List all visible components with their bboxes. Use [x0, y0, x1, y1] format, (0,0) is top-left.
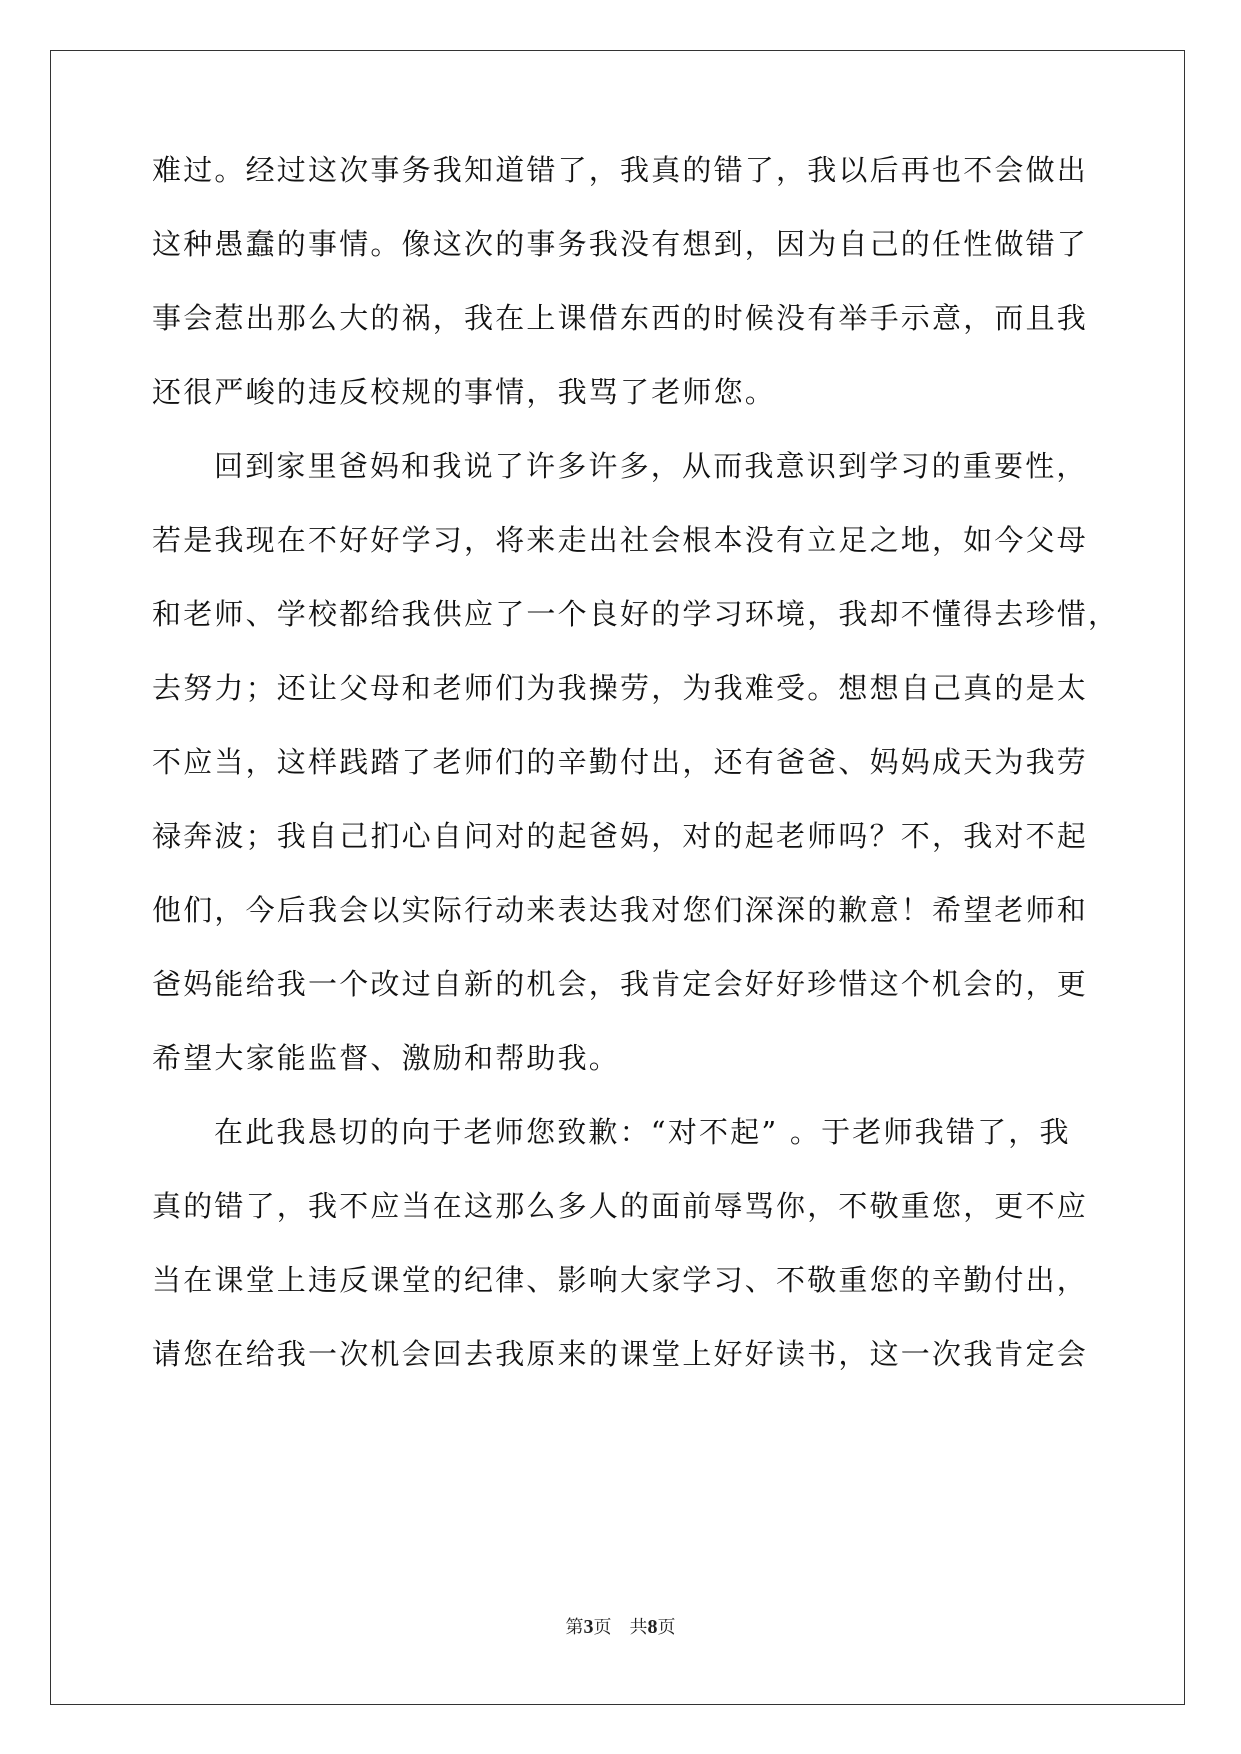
paragraph-start-line: 在此我恳切的向于老师您致歉：“对不起” 。于老师我错了，我 — [214, 1115, 1071, 1149]
text-line: 难过。经过这次事务我知道错了，我真的错了，我以后再也不会做出 — [152, 153, 1089, 187]
page-footer — [0, 1613, 1241, 1639]
total-pages: 8 — [647, 1616, 658, 1638]
text-line: 去努力；还让父母和老师们为我操劳，为我难受。想想自己真的是太 — [152, 671, 1089, 705]
text-line: 这种愚蠢的事情。像这次的事务我没有想到，因为自己的任性做错了 — [152, 227, 1089, 261]
total-suffix: 页 — [657, 1617, 676, 1638]
text-line: 若是我现在不好好学习，将来走出社会根本没有立足之地，如今父母 — [152, 523, 1089, 557]
text-line: 事会惹出那么大的祸，我在上课借东西的时候没有举手示意，而且我 — [152, 301, 1089, 335]
text-line: 不应当，这样践踏了老师们的辛勤付出，还有爸爸、妈妈成天为我劳 — [152, 745, 1089, 779]
text-line: 他们，今后我会以实际行动来表达我对您们深深的歉意！希望老师和 — [152, 893, 1089, 927]
page-prefix: 第 — [565, 1617, 584, 1638]
text-line: 还很严峻的违反校规的事情，我骂了老师您。 — [152, 375, 777, 409]
paragraph-start-line: 回到家里爸妈和我说了许多许多，从而我意识到学习的重要性， — [214, 449, 1088, 483]
text-line: 希望大家能监督、激励和帮助我。 — [152, 1041, 621, 1075]
page-suffix: 页 — [593, 1617, 612, 1638]
text-line: 爸妈能给我一个改过自新的机会，我肯定会好好珍惜这个机会的，更 — [152, 967, 1089, 1001]
text-line: 和老师、学校都给我供应了一个良好的学习环境，我却不懂得去珍惜， — [152, 597, 1120, 631]
text-line: 禄奔波；我自己扪心自问对的起爸妈，对的起老师吗？不，我对不起 — [152, 819, 1089, 853]
total-prefix: 共 — [629, 1617, 648, 1638]
page-number: 3 — [583, 1616, 594, 1638]
text-line: 当在课堂上违反课堂的纪律、影响大家学习、不敬重您的辛勤付出， — [152, 1263, 1089, 1297]
text-line: 请您在给我一次机会回去我原来的课堂上好好读书，这一次我肯定会 — [152, 1337, 1089, 1371]
text-line: 真的错了，我不应当在这那么多人的面前辱骂你，不敬重您，更不应 — [152, 1189, 1089, 1223]
